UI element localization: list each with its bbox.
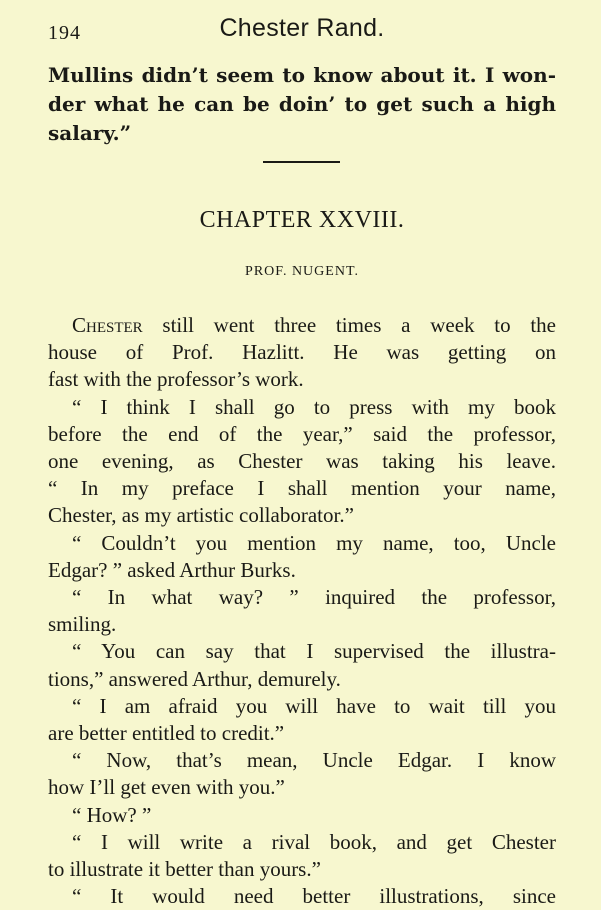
page-header — [48, 14, 556, 48]
body-line: “ I think I shall go to press with my book — [72, 394, 556, 419]
body-line: before the end of the year,” said the professor, — [48, 421, 556, 446]
chapter-body — [48, 312, 556, 910]
lead-line: salary.” — [48, 121, 132, 145]
body-line: “ Couldn’t you mention my name, too, Uncle — [72, 530, 556, 555]
body-line: one evening, as Chester was taking his leave. — [48, 449, 556, 474]
body-line: Chester, as my artistic collaborator.” — [48, 503, 354, 528]
body-line: “ Now, that’s mean, Uncle Edgar. I know — [72, 748, 556, 773]
page-number: 194 — [48, 22, 81, 44]
chapter-subtitle: PROF. NUGENT. — [245, 264, 359, 279]
lead-paragraph — [48, 61, 556, 148]
chapter-title: CHAPTER XXVIII. — [199, 207, 405, 233]
body-line: how I’ll get even with you.” — [48, 775, 285, 800]
lead-line: der what he can be doin’ to get such a high — [48, 92, 556, 116]
body-line: “ I will write a rival book, and get Chester — [72, 829, 556, 854]
body-line: “ In my preface I shall mention your name, — [48, 476, 556, 501]
body-line: are better entitled to credit.” — [48, 721, 285, 746]
body-line: “ In what way? ” inquired the professor, — [72, 585, 556, 610]
first-line-rest: still went three times a week to the — [142, 313, 556, 337]
drop-word: Chester — [72, 313, 143, 337]
body-line: “ You can say that I supervised the illustra- — [72, 639, 556, 664]
running-head: Chester Rand. — [219, 14, 385, 42]
body-line: house of Prof. Hazlitt. He was getting on — [48, 340, 556, 365]
body-line: “ I am afraid you will have to wait till you — [72, 693, 556, 718]
body-line: tions,” answered Arthur, demurely. — [48, 666, 341, 691]
lead-line: Mullins didn’t seem to know about it. I won- — [48, 63, 556, 87]
body-line: fast with the professor’s work. — [48, 367, 304, 392]
body-line: to illustrate it better than yours.” — [48, 857, 321, 882]
body-line — [48, 312, 556, 339]
body-line: “ It would need better illustrations, since — [72, 884, 556, 909]
body-line: Edgar? ” asked Arthur Burks. — [48, 557, 296, 582]
body-line: smiling. — [48, 612, 117, 637]
body-line: “ How? ” — [72, 802, 152, 827]
section-divider — [263, 161, 340, 163]
